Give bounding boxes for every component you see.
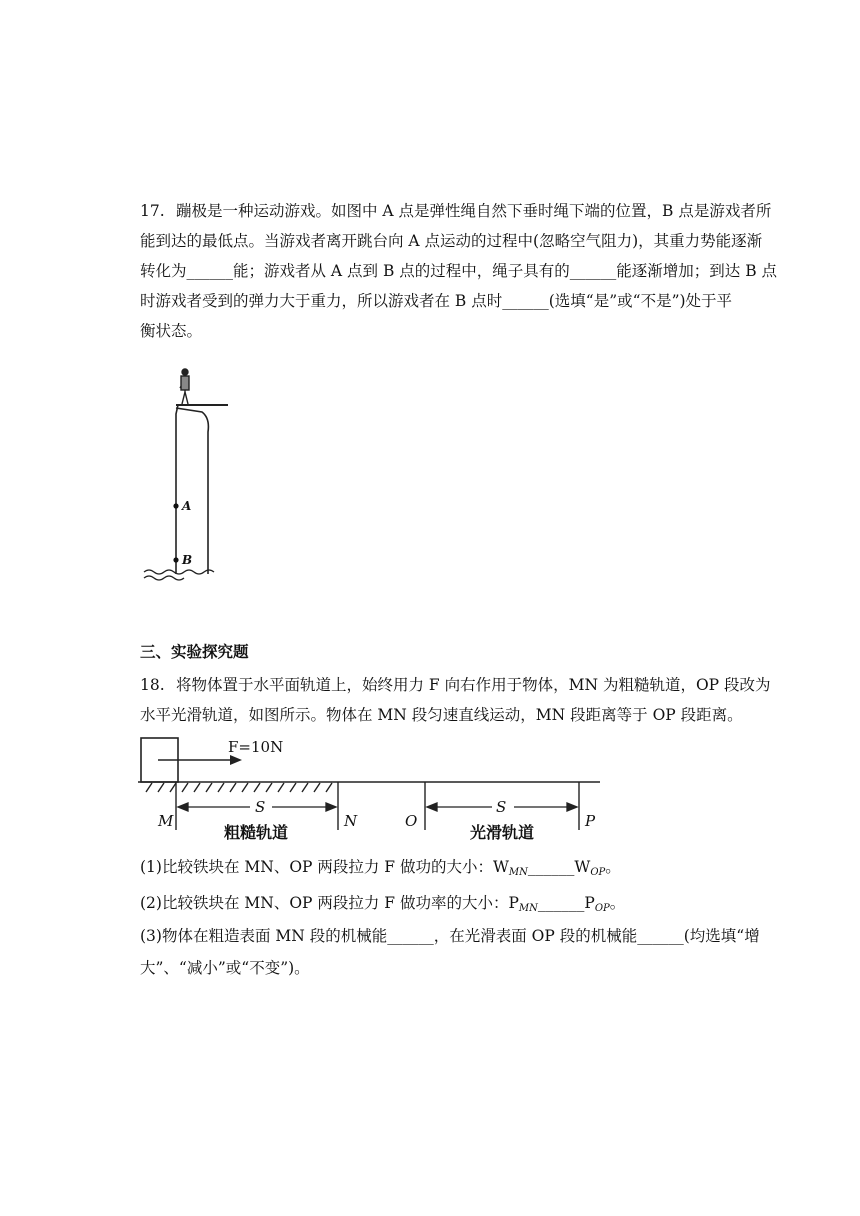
point-a-label: A bbox=[182, 499, 192, 513]
label-o: O bbox=[405, 812, 418, 830]
q17-line-2: 能到达的最低点。当游戏者离开跳台向 A 点运动的过程中(忽略空气阻力)，其重力势能逐渐 bbox=[140, 232, 763, 250]
question-17 bbox=[140, 196, 778, 346]
rough-track-label: 粗糙轨道 bbox=[224, 823, 289, 842]
label-m: M bbox=[158, 812, 174, 830]
q18-line-2: 水平光滑轨道，如图所示。物体在 MN 段匀速直线运动，MN 段距离等于 OP 段距离。 bbox=[140, 706, 743, 724]
force-label: F=10N bbox=[228, 738, 284, 756]
q17-line-1: 17. 蹦极是一种运动游戏。如图中 A 点是弹性绳自然下垂时绳下端的位置，B 点是游戏者所 bbox=[140, 196, 760, 226]
q18-number: 18. bbox=[140, 676, 165, 694]
rough-hatching bbox=[146, 783, 332, 792]
label-p: P bbox=[585, 812, 596, 830]
q18-sub-2: (2)比较铁块在 MN、OP 两段拉力 F 做功率的大小：$P_{MN}\_\_\_\_\_\_P_{OP}$。 bbox=[140, 894, 626, 914]
force-arrowhead bbox=[230, 755, 242, 765]
label-n: N bbox=[344, 812, 358, 830]
cliff-outline bbox=[176, 405, 208, 574]
water-waves bbox=[144, 570, 214, 580]
question-18 bbox=[140, 670, 771, 730]
point-b-label: B bbox=[182, 553, 193, 567]
distance-label-mn: S bbox=[255, 798, 266, 816]
q18-sub-3-line-2: 大”、“减小”或“不变”)。 bbox=[140, 959, 310, 977]
smooth-track-label: 光滑轨道 bbox=[470, 823, 535, 842]
section-title: 三、实验探究题 bbox=[140, 643, 249, 661]
bungee-figure bbox=[140, 362, 240, 590]
q17-line-4: 时游戏者受到的弹力大于重力，所以游戏者在 B 点时______(选填“是”或“不是”)处于平 bbox=[140, 292, 733, 310]
distance-label-op: S bbox=[496, 798, 507, 816]
q18-sub-3-line-1: (3)物体在粗造表面 MN 段的机械能______，在光滑表面 OP 段的机械能______(均选填“增 bbox=[140, 927, 760, 945]
jumper-icon bbox=[180, 369, 189, 404]
q17-line-5: 衡状态。 bbox=[140, 322, 203, 340]
point-b-marker bbox=[173, 557, 178, 562]
q17-line-3: 转化为______能；游戏者从 A 点到 B 点的过程中，绳子具有的______能逐渐增加；到达 B 点 bbox=[140, 262, 778, 280]
track-figure bbox=[138, 734, 608, 844]
q18-line-1: 18. 将物体置于水平面轨道上，始终用力 F 向右作用于物体，MN 为粗糙轨道，OP 段改为 bbox=[140, 670, 760, 700]
point-a-marker bbox=[173, 503, 178, 508]
q18-sub-1: (1)比较铁块在 MN、OP 两段拉力 F 做功的大小：$W_{MN}\_\_\_\_\_\_W_{OP}$。 bbox=[140, 858, 621, 878]
q17-number: 17. bbox=[140, 202, 165, 220]
